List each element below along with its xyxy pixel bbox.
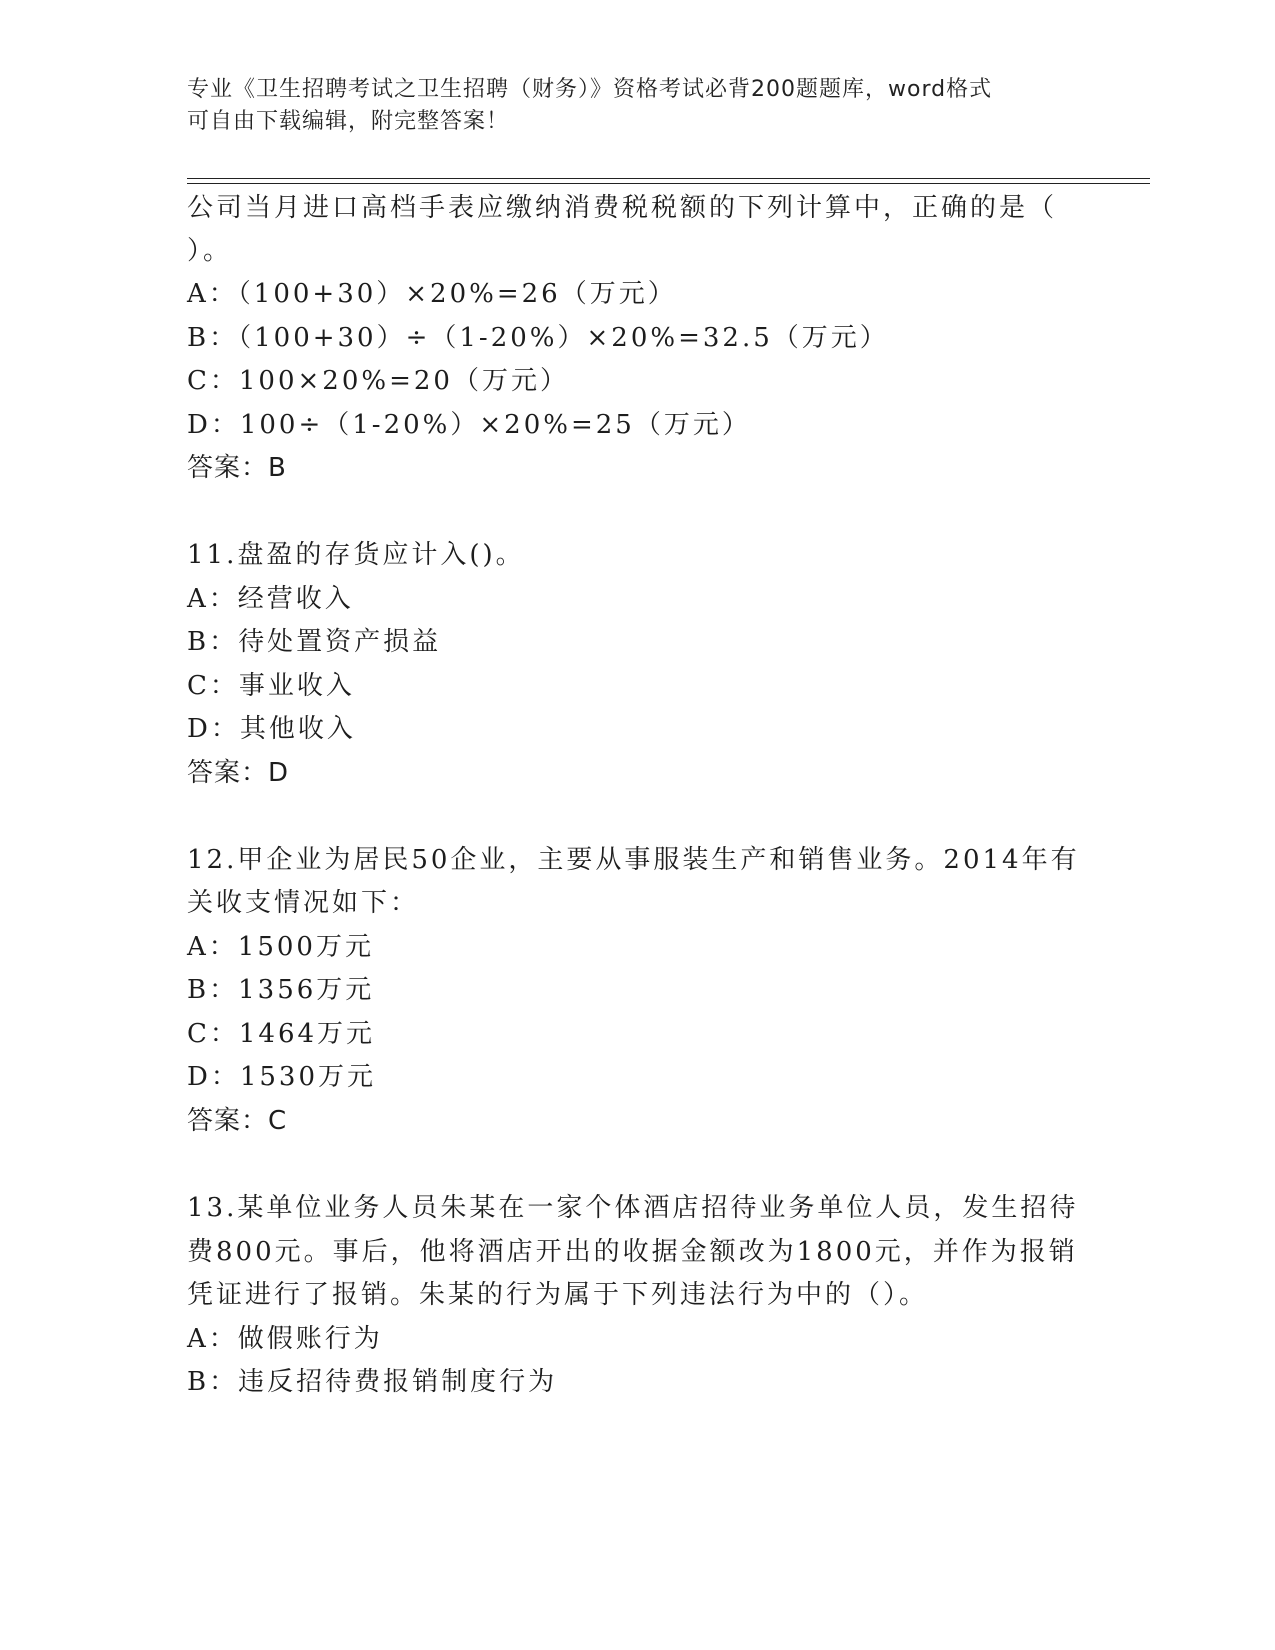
header-divider-top [187, 178, 1150, 179]
question-10-option-b: B：（100+30）÷（1-20%）×20%=32.5（万元） [187, 323, 889, 353]
question-10-stem-line-2: ）。 [187, 236, 233, 266]
question-11-option-b: B：待处置资产损益 [187, 627, 442, 657]
question-12-option-c: C：1464万元 [187, 1019, 376, 1049]
question-11-answer: 答案：D [187, 758, 290, 788]
question-12-answer: 答案：C [187, 1106, 288, 1136]
document-header [187, 74, 1067, 138]
question-11-option-d: D：其他收入 [187, 714, 356, 744]
question-13-option-a: A：做假账行为 [187, 1324, 383, 1354]
question-11-stem: 11.盘盈的存货应计入()。 [187, 540, 525, 570]
question-12-option-d: D：1530万元 [187, 1062, 377, 1092]
question-12-stem-line-2: 关收支情况如下： [187, 888, 420, 918]
question-10-answer: 答案：B [187, 453, 287, 483]
question-11-option-c: C：事业收入 [187, 671, 355, 701]
question-13-stem-line-3: 凭证进行了报销。朱某的行为属于下列违法行为中的（）。 [187, 1280, 929, 1310]
question-13-option-b: B：违反招待费报销制度行为 [187, 1367, 558, 1397]
question-10-option-c: C：100×20%=20（万元） [187, 366, 569, 396]
header-divider-bottom [187, 183, 1150, 184]
header-title-line-1: 专业《卫生招聘考试之卫生招聘（财务）》资格考试必背200题题库，word格式 [187, 77, 993, 102]
question-10-option-a: A：（100+30）×20%=26（万元） [187, 279, 677, 309]
question-11-option-a: A：经营收入 [187, 584, 354, 614]
question-10-option-d: D：100÷（1-20%）×20%=25（万元） [187, 410, 751, 440]
question-13-stem-line-2: 费800元。事后，他将酒店开出的收据金额改为1800元，并作为报销 [187, 1237, 1078, 1267]
question-12-option-a: A：1500万元 [187, 932, 374, 962]
question-13-stem-line-1: 13.某单位业务人员朱某在一家个体酒店招待业务单位人员，发生招待 [187, 1193, 1079, 1223]
question-12-stem-line-1: 12.甲企业为居民50企业，主要从事服装生产和销售业务。2014年有 [187, 845, 1080, 875]
question-10-stem-line-1: 公司当月进口高档手表应缴纳消费税税额的下列计算中，正确的是（ [187, 193, 1058, 223]
header-title-line-2: 可自由下载编辑，附完整答案！ [187, 109, 510, 134]
question-12-option-b: B：1356万元 [187, 975, 375, 1005]
